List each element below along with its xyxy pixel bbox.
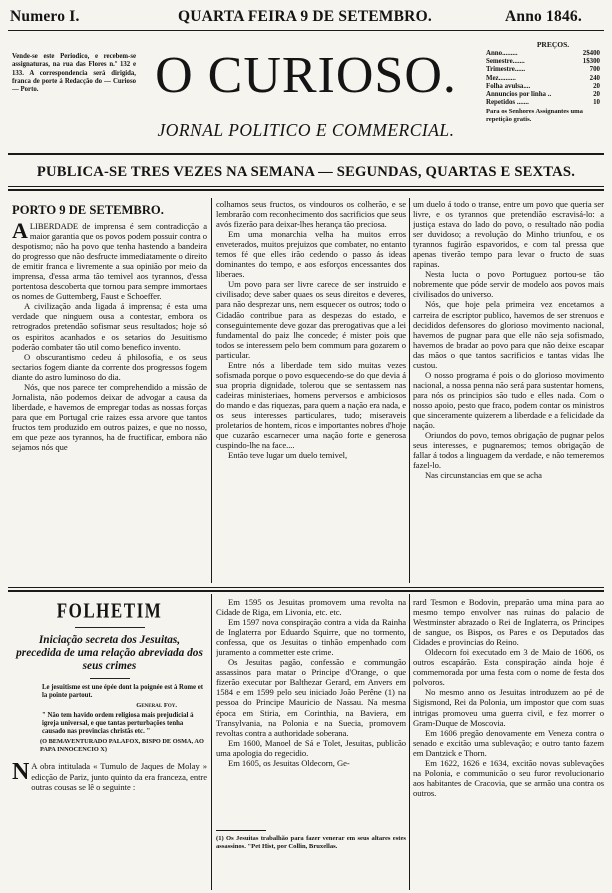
paragraph: A obra intitulada « Tumulo de Jaques de Molay » edicção de Pariz, junto quinto da era franceza, entre outras cousas se lê o seguinte : — [31, 761, 207, 792]
epigraph-2-source: (O BEMAVENTURADO PALAFOX, BISPO DE OSMA, AO PAPA INNOCENCIO X) — [40, 738, 204, 754]
section-rule-thick — [8, 590, 604, 592]
paragraph: Em 1600, Manoel de Sá e Tolet, Jesuitas, publicão uma apologia do regecidio. — [216, 737, 406, 758]
editorial-column-3 — [413, 199, 604, 583]
price-row — [486, 99, 600, 107]
column-divider — [211, 198, 212, 583]
editorial-heading: PORTO 9 DE SETEMBRO. — [12, 203, 164, 217]
price-label: Annuncios por linha .. — [486, 91, 552, 99]
paragraph: rard Tesmon e Bodovin, preparão uma mina para ao mesmo tempo envolver nas ruinas do palacio de Westminster abrazado o Rei de Inglaterra, os Principes de sangue, os Bispos, os Pares e os Deputados das Cidades e provincias do Reino. — [413, 597, 604, 648]
paragraph: A civilização anda ligada á imprensa; é esta uma verdade que ninguem ousa a contestar, embora os retrogrados pretendão sofismar seus resultados; hoje só os espiritos acanhados e os setarios do Jesuitismo poderão combater tão util como benefico invento. — [12, 301, 207, 352]
folhetim-title-2: precedida de uma relação abreviada dos seus crimes — [16, 647, 203, 672]
price-value: 1$300 — [582, 58, 600, 66]
column-divider — [409, 594, 410, 890]
paragraph: Entre nós a liberdade tem sido muitas vezes sofismada porque o povo esquecendo-se do que devia á sua propria dignidade, tolerou que se sentassem nas cadeiras ministeriaes, homens perversos e ambiciosos do mando e das riquezas, para quem a nação era nada, e os seus interesses particulares, tudo; miseraveis proletarios de hontem, ricos e importantes nobres d'hoje que cuzarão escarnecer uma nação forte e generosa cuspindo-lhe na face.... — [216, 359, 406, 451]
footnote: (1) Os Jesuitas trabalhão para fazer venerar em seus altares estes assassinos. "Pet Hist, por Collin, Bruxellas. — [216, 835, 406, 851]
paragraph: Em uma monarchia velha ha muitos erros enveterados, muitos prejuizos que combater, no entanto temos fé que elles irão cedendo o passo ás ideas dominantes do tempo, e aos esforços encessantes dos liberaes. — [216, 229, 406, 280]
section-rule — [8, 587, 604, 588]
price-row — [486, 66, 600, 74]
paragraph: Em 1606 pregão denovamente em Veneza contra o senado e excitão uma sublevação; e outro tanto fazem em Dantzick e Thorn. — [413, 727, 604, 758]
price-row — [486, 75, 600, 83]
paragraph: Então teve lugar um duelo temivel, — [228, 450, 348, 461]
column-divider — [211, 594, 212, 890]
divider — [90, 678, 130, 679]
price-value: 700 — [589, 66, 600, 74]
frequency-rule-thick — [8, 189, 604, 191]
drop-cap: N — [12, 761, 30, 786]
subscription-note: Vende-se este Periodico, e recebem-se assignaturas, na rua das Flores n.º 132 e 133. A correspondencia será dirigida, franca de porte á Redacção do — Curioso — Porto. — [12, 53, 136, 94]
price-row — [486, 91, 600, 99]
paragraph: Em 1622, 1626 e 1634, excitão novas sublevações na Polonia, e communicão o seu furor revolucionario aos habitantes de Cracovia, que se armão una contra os outros. — [413, 757, 604, 798]
price-row — [486, 50, 600, 58]
epigraph-1-author: General Foy. — [136, 701, 177, 709]
price-value: 2$400 — [582, 50, 600, 57]
editorial-column-1 — [12, 221, 207, 583]
issue-number: Numero I. — [10, 8, 80, 25]
folhetim-intro — [12, 597, 207, 887]
price-value: 20 — [593, 82, 600, 90]
masthead-top-rule — [8, 30, 604, 31]
publication-frequency: PUBLICA-SE TRES VEZES NA SEMANA — SEGUNDAS, QUARTAS E SEXTAS. — [36, 164, 576, 180]
frequency-rule — [8, 186, 604, 187]
folhetim-title-1: Iniciação secreta dos Jesuitas, — [38, 634, 181, 646]
paragraph: Nós, que nos parece ter comprehendido a missão de Jornalista, não podemos deixar de advogar a causa da liberdade, e havemos de empregar todas as nossas forças para que em Portugal crie raizes essa arvore que tantos fructos tem produzido em outros paizes, e que no nosso, em que peze aos tyrannos, ha de fructificar, embora não sejamos nós que — [12, 381, 207, 453]
price-value: 20 — [593, 91, 600, 99]
paragraph: Em 1595 os Jesuitas promovem uma revolta na Cidade de Riga, em Livonia, etc. etc. — [216, 597, 406, 618]
paragraph: um duelo á todo o transe, entre um povo que queria ser livre, e os tyrannos que pretendião escravisá-lo: a justiça estava do lado do povo, o resultado não podia ser duvidoso; a revolução do Minho triunfou, e os tyrannos fugirão espavoridos, e com tal pressa que apenas tiverão tempo para levar o fructo de suas rapinas. — [413, 199, 604, 270]
price-list — [486, 40, 600, 124]
prices-note: Para os Senhores Assignantes uma repetição gratis. — [486, 108, 583, 124]
issue-year: Anno 1846. — [505, 8, 582, 25]
divider — [75, 627, 145, 628]
epigraph-2: " Não tem havido ordem religiosa mais prejudicial á igreja universal, e que tantas perturbações tenha causado nas provincias christãs etc. " — [42, 711, 194, 736]
column-divider — [409, 198, 410, 583]
price-row — [486, 83, 600, 91]
price-label: Trimestre...... — [486, 66, 526, 74]
price-value: 240 — [589, 74, 600, 82]
price-label: Folha avulsa.... — [486, 82, 531, 90]
footnote-rule — [216, 830, 266, 831]
paragraph: Os Jesuitas pagão, confessão e commungão assassinos para matar o Principe d'Orange, o que fizerão executar por Balthezar Gerard, em Anvers em 1584 e em 1599 pelo seu iniciado João Perêne (1) na pessoa do Principe Mauricio de Nassau. Na mesma época em Stiria, em Corinthia, na Baviera, em Transylvania, na Polonia e na Suecia, promovem revoltas contra a authoridade soberana. — [216, 657, 406, 738]
paragraph: Um povo para ser livre carece de ser instruido e civilisado; deve saber quaes os seus direitos e deveres, para não desprezar uns, nem esquecer os outros; todo o Cidadão contribue para as despezas do estado, e conseguintemente deve gozar das prerogativas que a lei fundamental do paiz lhe concede; é mister pois que todos se interessem pelo bem commum para gozarem o particular. — [216, 279, 406, 360]
paragraph: O nosso programa é pois o do glorioso movimento nacional, a nossa penna não será para sustentar homens, para nós os principios são tudo e elles nada. Com o nosso apoio, pesto que fraco, podem contar os ministros que sinceramente quizerem a liberdade e a felicidade da nação. — [413, 369, 604, 431]
price-label: Semestre....... — [486, 58, 525, 66]
paragraph: colhamos seus fructos, os vindouros os colherão, e se lembrarão com reconhecimento dos sacrificios que seus avós fizerão para deixar-lhes herança tão preciosa. — [216, 199, 406, 230]
paragraph: Nas circunstancias em que se acha — [425, 470, 542, 481]
epigraph-1: Le jesuitisme est une épée dont la poignée est à Rome et la pointe partout. — [42, 684, 204, 700]
masthead-rule — [8, 153, 604, 155]
editorial-column-2 — [216, 199, 406, 583]
paragraph: LIBERDADE de imprensa é sem contradicção a maior garantia que os povos podem possuir contra o despotismo; não ha povo que tenha hastendo a bandeira do progresso que não desfructe immediatamente o direito de emitir franca e livremente a sua opinião por meio da imprensa, d'essa arma tão temivel aos tyrannos, d'essa portentosa descoberta que tornou para sempre immortaes os nomes de Guttemberg, Faust e Schoeffer. — [12, 221, 207, 302]
paragraph: Em 1605, os Jesuitas Oldecorn, Ge- — [228, 757, 350, 768]
newspaper-subtitle: JORNAL POLITICO E COMMERCIAL. — [157, 120, 455, 140]
paragraph: Oriundos do povo, temos obrigação de pugnar pelos seus interesses, e pugnaremos; temos obrigação de fallar á todos a linguagem da verdade, e não temeremos fazel-lo. — [413, 430, 604, 471]
price-label: Mez.......... — [486, 74, 516, 82]
price-label: Repetidos ....... — [486, 99, 529, 107]
paragraph: Oldecorn foi executado em 3 de Maio de 1606, os outros escapárão. Esta conspiração ainda hoje é commemorada por uma festa com o nome de festa dos polvoros. — [413, 647, 604, 688]
folhetim-label: FOLHETIM — [56, 598, 163, 623]
folhetim-column-2 — [216, 597, 406, 813]
paragraph: No mesmo anno os Jesuitas introduzem ao pé de Sigismond, Rei da Polonia, um impostor que com suas intrigas promoveu uma guerra civil, e fez morrer o Gram-Duque de Moscovia. — [413, 687, 604, 728]
paragraph: Nesta lucta o povo Portuguez portou-se tão nobremente que póde servir de modelo aos povos mais civilisados do universo. — [413, 269, 604, 300]
price-label: Anno......... — [486, 50, 518, 57]
price-row — [486, 58, 600, 66]
issue-date: QUARTA FEIRA 9 DE SETEMBRO. — [178, 8, 432, 25]
drop-cap: A — [12, 221, 28, 243]
newspaper-title: O CURIOSO. — [155, 47, 457, 104]
paragraph: Em 1597 nova conspiração contra a vida da Rainha de Inglaterra por Eduardo Squirre, que no tormento, confessa, que os Jesuitas o tinhão empenhado com juramento a commetter este crime. — [216, 617, 406, 658]
prices-title: PREÇOS. — [536, 40, 570, 49]
paragraph: Nós, que hoje pela primeira vez encetamos a carreira de escriptor publico, havemos de ser strenuos e decididos defensores do glorioso movimento nacional, havemos de pugnar para que elle não seja sofismado, havemos de bradar ao povo para que não deixe escapar das mãos o que tantos sacrificios e tantas vidas lhe custou. — [413, 299, 604, 370]
paragraph: O obscurantismo cedeu á philosofia, e os seus sectarios fogem diante da corrente dos progressos fogem diante do astro luminoso do dia. — [12, 351, 207, 382]
folhetim-column-3 — [413, 597, 604, 887]
price-value: 10 — [593, 99, 600, 107]
